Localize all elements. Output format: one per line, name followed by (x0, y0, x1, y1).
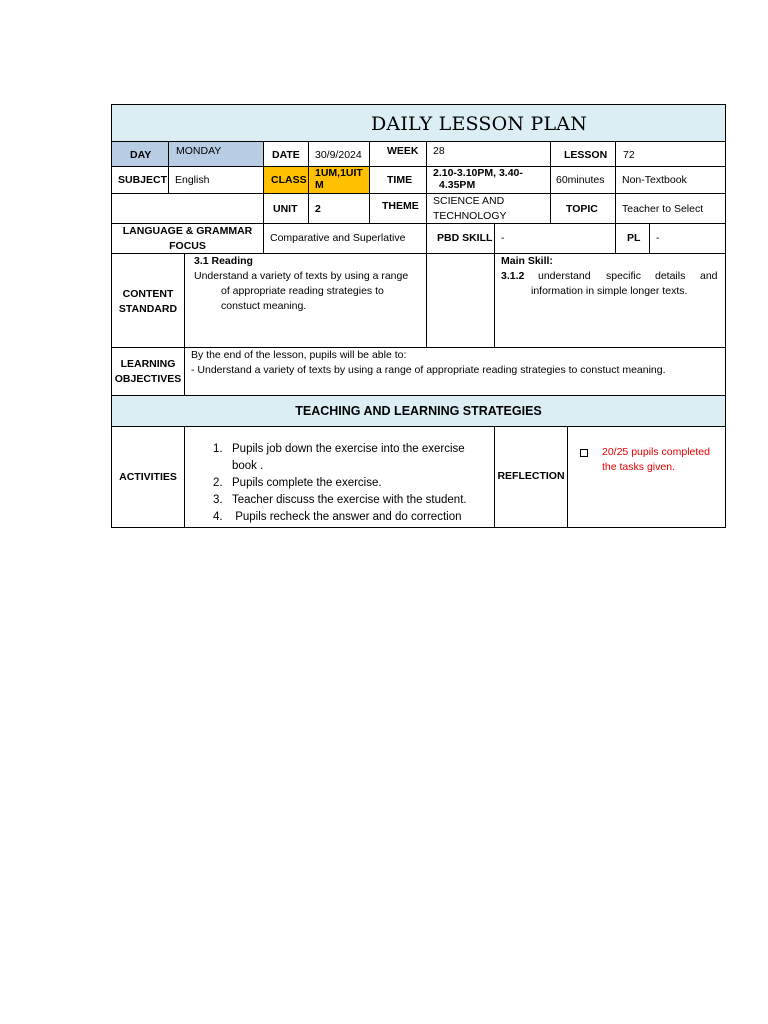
activity-number: 3. (213, 494, 223, 506)
class-label: CLASS (271, 174, 307, 186)
activity-text: Pupils complete the exercise. (232, 477, 382, 489)
page-title: DAILY LESSON PLAN (371, 113, 588, 135)
content-standard-label-line1: CONTENT (122, 288, 174, 300)
lesson-label-cell (550, 141, 616, 167)
objectives-item: - Understand a variety of texts by using a range of appropriate reading strategies to constuct meaning. (191, 364, 666, 376)
type-cell (615, 166, 726, 194)
subject-label-cell (111, 166, 169, 194)
pbd-value: - (501, 232, 505, 244)
activity-number: 4. (213, 511, 223, 523)
activities-label-cell (111, 426, 185, 528)
activity-text: Teacher discuss the exercise with the student. (232, 494, 467, 506)
unit-label-cell (263, 193, 309, 224)
reflection-label-cell (494, 426, 568, 528)
content-standard-label-line2: STANDARD (118, 303, 178, 315)
content-standard-heading: 3.1 Reading (194, 255, 253, 267)
reflection-line2: the tasks given. (602, 461, 675, 473)
class-value-cell (308, 166, 370, 194)
pbd-label: PBD SKILL (437, 232, 493, 244)
subject-value-cell (168, 166, 264, 194)
activity-text: Pupils job down the exercise into the exercise (232, 443, 465, 455)
content-standard-label-cell (111, 253, 185, 348)
week-value-cell (426, 141, 551, 167)
pbd-value-cell (494, 223, 616, 254)
content-standard-line3: constuct meaning. (221, 300, 307, 312)
lesson-plan-table (111, 104, 726, 528)
unit-label: UNIT (273, 203, 298, 215)
pbd-label-cell (426, 223, 495, 254)
title-cell (111, 104, 726, 142)
activity-item-3 (185, 492, 494, 509)
strategies-heading-cell (111, 395, 726, 427)
objectives-intro: By the end of the lesson, pupils will be able to: (191, 349, 407, 361)
time-label: TIME (387, 174, 413, 186)
date-value-cell (308, 141, 370, 167)
topic-label: TOPIC (566, 203, 598, 215)
unit-value-cell (308, 193, 370, 224)
class-value-line1: 1UM,1UIT (315, 167, 363, 179)
duration-value: 60minutes (556, 174, 605, 186)
duration-cell (550, 166, 616, 194)
pl-label: PL (627, 232, 641, 244)
checkbox-icon (580, 449, 588, 457)
content-standard-line2: of appropriate reading strategies to (221, 285, 384, 297)
day-value: MONDAY (176, 145, 222, 157)
row3-empty-cell (111, 193, 264, 224)
main-skill-cell (494, 253, 726, 348)
topic-value: Teacher to Select (622, 203, 704, 215)
theme-value-cell (426, 193, 551, 224)
topic-label-cell (550, 193, 616, 224)
type-value: Non-Textbook (622, 174, 687, 186)
focus-label-line2: FOCUS (169, 240, 206, 252)
class-value-line2: M (315, 179, 324, 191)
week-value: 28 (433, 145, 445, 157)
day-label-cell (111, 141, 169, 167)
focus-label-cell (111, 223, 264, 254)
subject-label: SUBJECT (118, 174, 168, 186)
week-label-cell (369, 141, 427, 167)
reflection-text-cell (567, 426, 726, 528)
main-skill-code: 3.1.2 (501, 270, 525, 282)
date-label-cell (263, 141, 309, 167)
pl-label-cell (615, 223, 650, 254)
activities-list-cell (184, 426, 495, 528)
strategies-heading: TEACHING AND LEARNING STRATEGIES (295, 404, 542, 418)
time-value-line1: 2.10-3.10PM, 3.40- (433, 167, 523, 179)
time-value-cell (426, 166, 551, 194)
day-value-cell (168, 141, 264, 167)
content-standard-empty-cell (426, 253, 495, 348)
date-value: 30/9/2024 (315, 149, 362, 161)
subject-value: English (175, 174, 210, 186)
date-label: DATE (272, 149, 300, 161)
topic-value-cell (615, 193, 726, 224)
focus-label-line1: LANGUAGE & GRAMMAR (122, 225, 253, 237)
activity-text-continued: book . (232, 460, 264, 472)
pl-value-cell (649, 223, 726, 254)
main-skill-word-1: understand (538, 270, 591, 282)
theme-label: THEME (382, 200, 419, 212)
lesson-label: LESSON (564, 149, 608, 161)
objectives-label-cell (111, 347, 185, 396)
content-standard-line1: Understand a variety of texts by using a range (194, 270, 409, 282)
activity-text: Pupils recheck the answer and do correction (232, 511, 462, 523)
theme-value-line2: TECHNOLOGY (433, 210, 507, 222)
main-skill-line2: information in simple longer texts. (531, 285, 688, 297)
theme-value-line1: SCIENCE AND (433, 195, 505, 207)
unit-value: 2 (315, 203, 321, 215)
class-label-cell (263, 166, 309, 194)
week-label: WEEK (387, 145, 419, 157)
content-standard-text-cell (184, 253, 427, 348)
focus-value-cell (263, 223, 427, 254)
activity-item-1 (185, 441, 494, 475)
activity-item-4 (185, 509, 494, 526)
main-skill-label: Main Skill: (501, 255, 553, 267)
theme-label-cell (369, 193, 427, 224)
main-skill-word-2: specific (606, 270, 642, 282)
main-skill-word-4: and (700, 270, 718, 282)
reflection-label: REFLECTION (497, 470, 565, 482)
reflection-line1: 20/25 pupils completed (602, 446, 710, 458)
time-label-cell (369, 166, 427, 194)
activity-number: 2. (213, 477, 223, 489)
objectives-text-cell (184, 347, 726, 396)
focus-value: Comparative and Superlative (270, 232, 406, 244)
day-label: DAY (130, 149, 152, 161)
objectives-label-line1: LEARNING (120, 358, 176, 370)
activities-list (185, 441, 494, 526)
time-value-line2: 4.35PM (439, 179, 476, 191)
lesson-value: 72 (623, 149, 635, 161)
activity-number: 1. (213, 443, 223, 455)
activities-label: ACTIVITIES (119, 471, 177, 483)
lesson-value-cell (615, 141, 726, 167)
pl-value: - (656, 232, 660, 244)
main-skill-word-3: details (655, 270, 686, 282)
activity-item-2 (185, 475, 494, 492)
objectives-label-line2: OBJECTIVES (114, 373, 182, 385)
